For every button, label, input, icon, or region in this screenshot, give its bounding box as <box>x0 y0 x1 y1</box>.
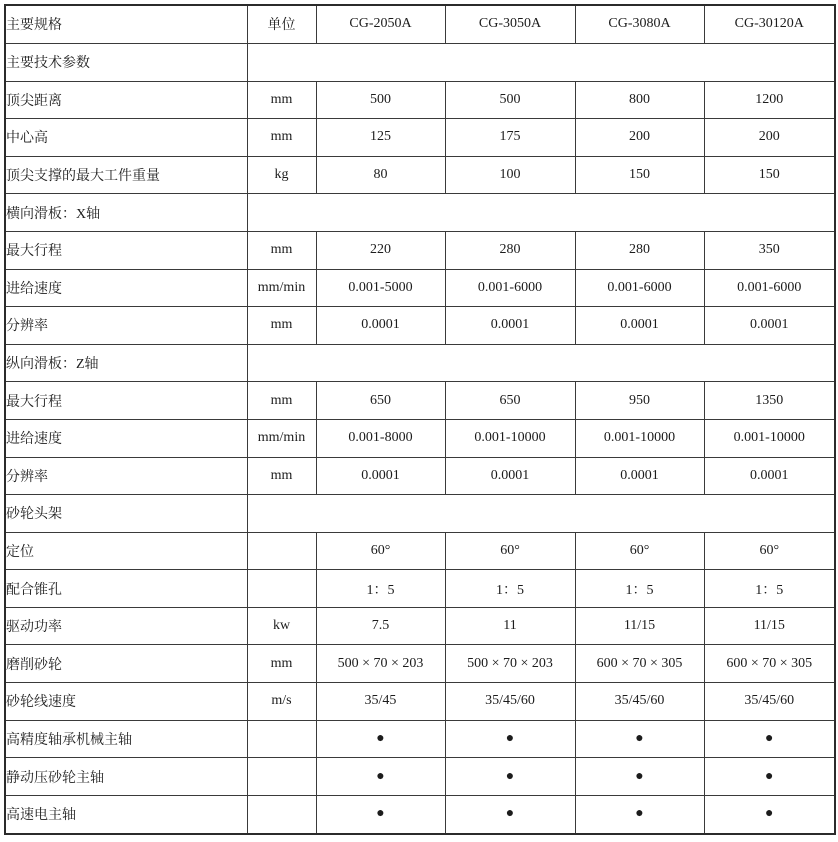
value-cell: 650 <box>316 382 445 420</box>
value-cell: 0.001-6000 <box>704 269 835 307</box>
value-cell: 0.001-8000 <box>316 419 445 457</box>
unit-cell <box>247 570 316 608</box>
column-header-model: CG-3050A <box>445 5 575 43</box>
unit-cell: mm <box>247 645 316 683</box>
value-cell: 1：5 <box>316 570 445 608</box>
unit-cell: mm/min <box>247 269 316 307</box>
value-cell: 0.001-10000 <box>445 419 575 457</box>
value-cell: 0.001-6000 <box>445 269 575 307</box>
spec-label-cell: 静动压砂轮主轴 <box>5 758 247 796</box>
value-cell: 600 × 70 × 305 <box>704 645 835 683</box>
data-row <box>5 607 835 645</box>
section-label-cell: 主要技术参数 <box>5 43 247 81</box>
spec-label-cell: 高精度轴承机械主轴 <box>5 720 247 758</box>
value-cell: 500 × 70 × 203 <box>445 645 575 683</box>
value-cell: 0.0001 <box>316 457 445 495</box>
data-row <box>5 645 835 683</box>
value-cell: 11/15 <box>575 607 704 645</box>
value-cell: 175 <box>445 119 575 157</box>
value-cell: 1200 <box>704 81 835 119</box>
unit-cell: mm <box>247 307 316 345</box>
value-cell: 500 × 70 × 203 <box>316 645 445 683</box>
value-cell: 125 <box>316 119 445 157</box>
data-row <box>5 419 835 457</box>
value-cell: 600 × 70 × 305 <box>575 645 704 683</box>
value-cell: 35/45 <box>316 683 445 721</box>
data-row <box>5 269 835 307</box>
value-cell: 350 <box>704 231 835 269</box>
availability-bullet-cell: ● <box>704 795 835 834</box>
availability-bullet-cell: ● <box>445 795 575 834</box>
value-cell: 1：5 <box>575 570 704 608</box>
value-cell: 0.0001 <box>445 457 575 495</box>
data-row <box>5 457 835 495</box>
value-cell: 0.0001 <box>316 307 445 345</box>
spec-label-cell: 磨削砂轮 <box>5 645 247 683</box>
spec-label-cell: 最大行程 <box>5 382 247 420</box>
section-label-cell: 纵向滑板：Z轴 <box>5 344 247 382</box>
value-cell: 150 <box>704 156 835 194</box>
value-cell: 0.0001 <box>704 457 835 495</box>
data-row <box>5 307 835 345</box>
value-cell: 650 <box>445 382 575 420</box>
section-row <box>5 344 835 382</box>
value-cell: 500 <box>445 81 575 119</box>
section-row <box>5 495 835 533</box>
availability-bullet-cell: ● <box>316 720 445 758</box>
value-cell: 1350 <box>704 382 835 420</box>
unit-cell: mm <box>247 382 316 420</box>
unit-cell: m/s <box>247 683 316 721</box>
spec-label-cell: 砂轮线速度 <box>5 683 247 721</box>
column-header-unit: 单位 <box>247 5 316 43</box>
spec-table-body <box>5 5 835 834</box>
availability-bullet-cell: ● <box>704 720 835 758</box>
column-header-model: CG-30120A <box>704 5 835 43</box>
unit-cell <box>247 532 316 570</box>
data-row <box>5 795 835 834</box>
value-cell: 100 <box>445 156 575 194</box>
spec-label-cell: 进给速度 <box>5 419 247 457</box>
availability-bullet-cell: ● <box>316 758 445 796</box>
value-cell: 60° <box>575 532 704 570</box>
value-cell: 0.001-5000 <box>316 269 445 307</box>
value-cell: 35/45/60 <box>575 683 704 721</box>
value-cell: 150 <box>575 156 704 194</box>
spec-label-cell: 定位 <box>5 532 247 570</box>
availability-bullet-cell: ● <box>704 758 835 796</box>
column-header-model: CG-3080A <box>575 5 704 43</box>
availability-bullet-cell: ● <box>445 758 575 796</box>
value-cell: 1：5 <box>704 570 835 608</box>
value-cell: 500 <box>316 81 445 119</box>
section-spacer-cell <box>247 495 835 533</box>
value-cell: 950 <box>575 382 704 420</box>
spec-label-cell: 最大行程 <box>5 231 247 269</box>
data-row <box>5 532 835 570</box>
unit-cell: mm <box>247 81 316 119</box>
unit-cell: kw <box>247 607 316 645</box>
value-cell: 35/45/60 <box>704 683 835 721</box>
value-cell: 35/45/60 <box>445 683 575 721</box>
value-cell: 0.0001 <box>575 307 704 345</box>
spec-label-cell: 分辨率 <box>5 457 247 495</box>
header-row <box>5 5 835 43</box>
spec-label-cell: 驱动功率 <box>5 607 247 645</box>
value-cell: 60° <box>704 532 835 570</box>
value-cell: 0.0001 <box>445 307 575 345</box>
value-cell: 0.001-10000 <box>575 419 704 457</box>
spec-label-cell: 顶尖距离 <box>5 81 247 119</box>
spec-table <box>4 4 836 835</box>
data-row <box>5 231 835 269</box>
unit-cell <box>247 795 316 834</box>
value-cell: 11 <box>445 607 575 645</box>
availability-bullet-cell: ● <box>575 758 704 796</box>
unit-cell: mm <box>247 231 316 269</box>
value-cell: 200 <box>704 119 835 157</box>
value-cell: 0.001-10000 <box>704 419 835 457</box>
availability-bullet-cell: ● <box>445 720 575 758</box>
value-cell: 11/15 <box>704 607 835 645</box>
value-cell: 60° <box>445 532 575 570</box>
spec-label-cell: 顶尖支撑的最大工件重量 <box>5 156 247 194</box>
value-cell: 200 <box>575 119 704 157</box>
availability-bullet-cell: ● <box>575 795 704 834</box>
data-row <box>5 720 835 758</box>
section-spacer-cell <box>247 194 835 232</box>
spec-label-cell: 分辨率 <box>5 307 247 345</box>
unit-cell <box>247 758 316 796</box>
data-row <box>5 570 835 608</box>
value-cell: 80 <box>316 156 445 194</box>
data-row <box>5 758 835 796</box>
value-cell: 220 <box>316 231 445 269</box>
availability-bullet-cell: ● <box>316 795 445 834</box>
unit-cell: mm <box>247 119 316 157</box>
value-cell: 280 <box>445 231 575 269</box>
column-header-model: CG-2050A <box>316 5 445 43</box>
availability-bullet-cell: ● <box>575 720 704 758</box>
value-cell: 800 <box>575 81 704 119</box>
unit-cell: mm/min <box>247 419 316 457</box>
value-cell: 1：5 <box>445 570 575 608</box>
value-cell: 60° <box>316 532 445 570</box>
unit-cell: mm <box>247 457 316 495</box>
data-row <box>5 119 835 157</box>
section-spacer-cell <box>247 43 835 81</box>
spec-label-cell: 配合锥孔 <box>5 570 247 608</box>
section-spacer-cell <box>247 344 835 382</box>
data-row <box>5 81 835 119</box>
spec-label-cell: 中心高 <box>5 119 247 157</box>
section-label-cell: 横向滑板：X轴 <box>5 194 247 232</box>
data-row <box>5 156 835 194</box>
unit-cell <box>247 720 316 758</box>
column-header-spec: 主要规格 <box>5 5 247 43</box>
section-row <box>5 43 835 81</box>
spec-label-cell: 进给速度 <box>5 269 247 307</box>
value-cell: 0.001-6000 <box>575 269 704 307</box>
section-row <box>5 194 835 232</box>
value-cell: 7.5 <box>316 607 445 645</box>
value-cell: 0.0001 <box>704 307 835 345</box>
data-row <box>5 382 835 420</box>
unit-cell: kg <box>247 156 316 194</box>
value-cell: 0.0001 <box>575 457 704 495</box>
spec-label-cell: 高速电主轴 <box>5 795 247 834</box>
section-label-cell: 砂轮头架 <box>5 495 247 533</box>
data-row <box>5 683 835 721</box>
value-cell: 280 <box>575 231 704 269</box>
